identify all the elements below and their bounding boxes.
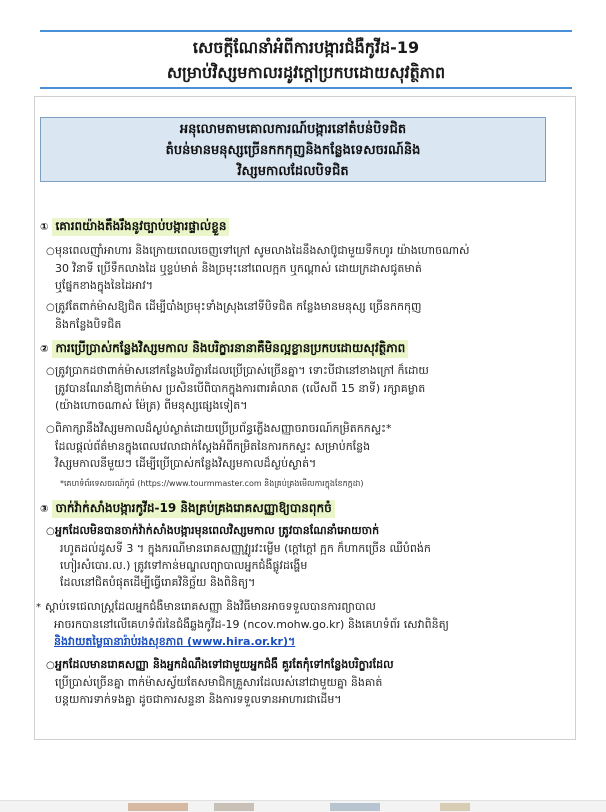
section-2-item-1 xyxy=(46,362,566,414)
text-line: មុនពេលញ៉ាំអាហារ និងក្រោយពេលចេញទៅក្រៅ សូមលាងដៃនឹងសាប៊ូជាមួយទឹកហូរ យ៉ាងហោចណាស់ xyxy=(55,244,470,257)
thumbnail-image[interactable] xyxy=(128,803,188,811)
thumbnail-image[interactable] xyxy=(330,803,380,811)
document-title xyxy=(40,36,572,86)
text-line: រហូតដល់ដូសទី 3 ។ ក្នុងករណីមានរោគសញ្ញាវ្ឍូរវះម្លើម (ក្តៅក្តៅ ក្អក ក៏ហាកច្រើន ឈឺបំពង់ក xyxy=(60,542,431,555)
hira-link[interactable]: និងវាយតម្លៃធានារ៉ាប់រងសុខភាព (www.hira.or.kr)។ xyxy=(54,635,296,648)
text-line: ដែលផ្តល់ព័ត៌មានក្នុងពេលវេលាជាក់ស្តែងអំពីកម្រិតនៃការកកស្ទះ សម្រាប់កន្លែង xyxy=(55,440,371,453)
bottom-thumbnail-strip xyxy=(0,800,606,812)
title-line-1: សេចក្តីណែនាំអំពីការបង្ការជំងឺកូវីដ-19 xyxy=(192,38,420,57)
text-line: ដែលនៅជិតបំផុតដើម្បីធ្វើរោគវិនិច្ឆ័យ និងពិនិត្យ។ xyxy=(60,576,256,589)
text-line: (យ៉ាងហោចណាស់ ម៉ែត្រ) ពីមនុស្សផ្សេងទៀត។ xyxy=(55,399,248,412)
bullet-icon: ○ xyxy=(46,526,55,537)
top-divider xyxy=(40,30,572,32)
text-line: ត្រូវតែពាក់ម៉ាសឱ្យជិត ដើម្បីបាំងច្រមុះទាំងស្រុងនៅទីបិទជិត កន្លែងមានមនុស្ស ច្រើនកកកុញ xyxy=(55,300,422,313)
section-number: ② xyxy=(40,343,49,355)
text-line: អាចរកបាននៅលើគេហទំព័រនៃជំងឺឆ្លងកូវីដ-19 (ncov.mohw.go.kr) និងគេហទំព័រ សេវាពិនិត្យ xyxy=(54,618,449,631)
text-line: ពិភាក្សានឹងវិស្សមកាលដ៏ស្ងប់ស្ងាត់ដោយប្រើប្រព័ន្ធភ្លើងសញ្ញាចរាចរណ៍កម្រិតកកស្ទះ* xyxy=(55,422,392,435)
section-3-item-3 xyxy=(46,656,566,708)
section-number: ① xyxy=(40,221,49,233)
thumbnail-image[interactable] xyxy=(440,803,470,811)
section-1-item-2 xyxy=(46,298,566,333)
text-line: ត្រូវប្រាកដថាពាក់ម៉ាសនៅកន្លែងបរិក្ខារដែលប្រើប្រាស់ច្រើនគ្នា។ ទោះបីជានៅខាងក្រៅ ក៏ដោយ xyxy=(55,364,429,377)
tourism-footnote: *គេហទំព័រទេសចរណ៍កូរ៉េ (https://www.tourmmaster.com និងគ្រប់គ្រងមើលការក្នុងខែកក្កដា) xyxy=(60,479,364,488)
text-line: ហៀរសំបោរ.ល.) ត្រូវទៅកាន់មណ្ឌលព្យាបាលអ្នកជំងឺផ្លូវដង្ហើម xyxy=(60,559,308,572)
bullet-icon: ○ xyxy=(46,302,55,313)
text-line: 30 វិនាទី ប្រើទឹកលាងដៃ ឬខ្ទប់មាត់ និងច្រមុះនៅពេលក្អក ឬកណ្តាស់ ដោយក្រដាសជូតមាត់ xyxy=(55,262,422,275)
section-3-item-2 xyxy=(36,598,566,650)
section-1-item-1 xyxy=(46,242,566,294)
text-line: អ្នកដែលមានរោគសញ្ញា និងអ្នកដំណឹងទៅជាមួយអ្នកជំងឺ គួរតែកុំទៅកន្លែងបរិក្ខារដែល xyxy=(55,658,394,671)
section-2-item-2 xyxy=(46,420,566,472)
section-1-heading xyxy=(40,218,229,236)
text-line: ឬផ្នែកខាងក្នុងនៃដៃអាវ។ xyxy=(55,279,154,292)
text-line: ប្រើប្រាស់ច្រើនគ្នា ពាក់ម៉ាសស្វ័យតែសមាជិកគ្រួសារដែលរស់នៅជាមួយគ្នា និងគាត់ xyxy=(55,676,383,689)
text-line: វិស្សមកាលនីមួយៗ ដើម្បីប្រើប្រាស់កន្លែងវិស្សមកាលដ៏ស្ងប់ស្ងាត់។ xyxy=(55,457,317,470)
section-3-item-1 xyxy=(46,522,566,591)
header-line-2: តំបន់មានមនុស្សច្រើនកកកុញនិងកន្លែងទេសចរណ៍និង xyxy=(165,143,421,158)
section-2-heading xyxy=(40,340,408,358)
title-line-2: សម្រាប់វិស្សមកាលរដូវក្តៅប្រកបដោយសុវត្ថិភាព xyxy=(166,63,446,82)
section-3-heading xyxy=(40,500,335,518)
title-divider xyxy=(40,87,572,89)
header-line-3: វិស្សមកាលដែលបិទជិត xyxy=(237,164,349,179)
guideline-header-box xyxy=(40,117,546,182)
text-line: អ្នកដែលមិនបានចាក់វ៉ាក់សាំងបង្ការមុនពេលវិស្សមកាល ត្រូវបានណែនាំអោយចាក់ xyxy=(55,524,380,537)
text-line: និងកន្លែងបិទជិត xyxy=(55,318,122,331)
header-line-1: អនុលោមតាមគោលការណ៍បង្ការនៅតំបន់បិទជិត xyxy=(179,122,407,137)
bullet-icon: ○ xyxy=(46,366,55,377)
section-title: គោរពយ៉ាងតឹងរឹងនូវច្បាប់បង្ការផ្ទាល់ខ្លួន xyxy=(52,218,229,236)
text-line: ស្តាប់ទេជេលាស្ត្រដែលអ្នកជំងឺមានរោគសញ្ញា និងវិធីមានអាចទទួលបានការព្យាបាល xyxy=(45,600,376,613)
text-line: ត្រូវបានណែនាំឱ្យពាក់ម៉ាស ប្រសិនបើពិបាកក្នុងការពារគំលាត (លើសពី 15 នាទី) រក្សាគម្លាត xyxy=(55,382,426,395)
asterisk-icon: * xyxy=(36,602,41,613)
section-number: ③ xyxy=(40,503,49,515)
bullet-icon: ○ xyxy=(46,660,55,671)
section-title: ចាក់វ៉ាក់សាំងបង្ការកូវីដ-19 និងគ្រប់គ្រងរោគសញ្ញាឱ្យបានពុកចំ xyxy=(52,500,334,518)
section-title: ការប្រើប្រាស់កន្លែងវិស្សមកាល និងបរិក្ខារនានាគឺមិនល្អខ្លានប្រកបដោយសុវត្ថិភាព xyxy=(52,340,408,358)
thumbnail-image[interactable] xyxy=(214,803,254,811)
text-line: បន្តយការទាក់ទងគ្នា ដូចជាការសន្ទនា និងការទទួលទានអាហារជាដើម។ xyxy=(55,693,342,706)
bullet-icon: ○ xyxy=(46,424,55,435)
bullet-icon: ○ xyxy=(46,246,55,257)
